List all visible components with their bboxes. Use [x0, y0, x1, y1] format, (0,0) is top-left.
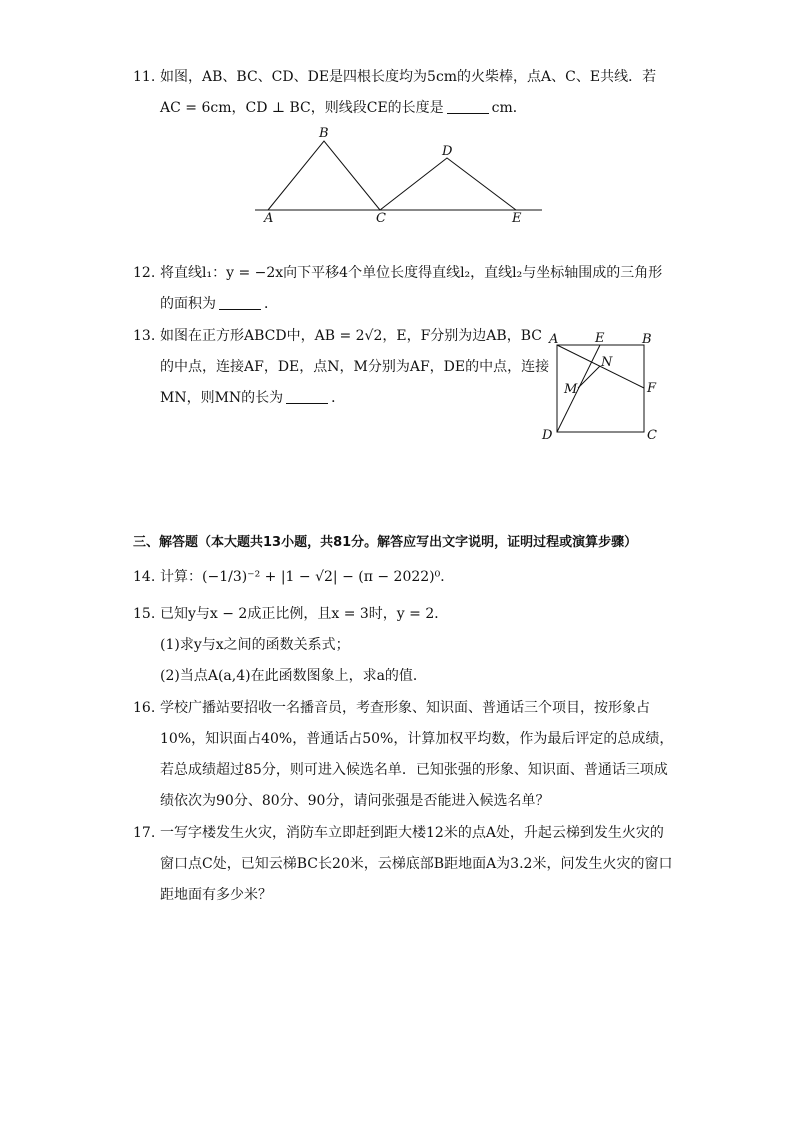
- question-text: 如图在正方形ABCD中，AB = 2√2，E，F分别为边AB，BC: [160, 328, 542, 344]
- question-16: [133, 693, 673, 817]
- question-part-1: (1)求y与x之间的函数关系式；: [160, 637, 350, 653]
- question-number: 15.: [133, 606, 156, 622]
- label-m: M: [564, 382, 578, 397]
- question-text: 学校广播站要招收一名播音员，考查形象、知识面、普通话三个项目，按形象占: [160, 700, 650, 716]
- question-number: 16.: [133, 700, 156, 716]
- label-d: D: [442, 144, 453, 159]
- label-d: D: [542, 428, 553, 443]
- question-text-line3: MN，则MN的长为 ．: [160, 390, 346, 406]
- q13-figure: [538, 326, 668, 446]
- question-text: 一写字楼发生火灾，消防车立即赶到距大楼12米的点A处，升起云梯到发生火灾的: [160, 825, 664, 841]
- question-number: 14.: [133, 569, 156, 585]
- question-text-line2: 的中点，连接AF，DE，点N，M分别为AF，DE的中点，连接: [160, 359, 550, 375]
- question-text-line2: 的面积为 ．: [160, 296, 278, 312]
- question-text-line4: 绩依次为90分、80分、90分，请问张强是否能进入候选名单？: [160, 793, 550, 809]
- label-a: A: [264, 211, 274, 226]
- question-text: 将直线l₁：y = −2x向下平移4个单位长度得直线l₂，直线l₂与坐标轴围成的三角形: [160, 265, 663, 281]
- label-b: B: [642, 332, 652, 347]
- label-n: N: [601, 355, 613, 370]
- label-a: A: [549, 332, 559, 347]
- q11-figure: [250, 125, 550, 230]
- answer-blank[interactable]: [219, 295, 261, 310]
- question-text-line2: 窗口点C处，已知云梯BC长20米，云梯底部B距地面A为3.2米，问发生火灾的窗口: [160, 856, 673, 872]
- section-heading: 三、解答题（本大题共13小题，共81分。解答应写出文字说明，证明过程或演算步骤）: [133, 535, 638, 550]
- answer-blank[interactable]: [447, 99, 489, 114]
- label-e: E: [595, 331, 605, 346]
- question-text-line3: 距地面有多少米？: [160, 887, 272, 903]
- question-number: 11.: [133, 69, 156, 85]
- question-text: 如图，AB、BC、CD、DE是四根长度均为5cm的火柴棒，点A、C、E共线．若: [160, 69, 657, 85]
- question-text-line2: 10%，知识面占40%，普通话占50%，计算加权平均数，作为最后评定的总成绩，: [160, 731, 674, 747]
- label-f: F: [647, 381, 657, 396]
- label-c: C: [647, 428, 657, 443]
- label-b: B: [319, 126, 329, 141]
- question-14: [133, 562, 673, 593]
- question-15: [133, 599, 673, 692]
- question-text-line2: AC = 6cm，CD ⊥ BC，则线段CE的长度是 cm．: [160, 100, 527, 116]
- question-number: 13.: [133, 328, 156, 344]
- question-number: 17.: [133, 825, 156, 841]
- question-17: [133, 818, 673, 911]
- question-text: 计算：(−1/3)⁻² + |1 − √2| − (π − 2022)⁰．: [160, 569, 455, 585]
- label-e: E: [512, 211, 522, 226]
- question-text-line3: 若总成绩超过85分，则可进入候选名单．已知张强的形象、知识面、普通话三项成: [160, 762, 668, 778]
- question-text: 已知y与x − 2成正比例，且x = 3时，y = 2．: [160, 606, 449, 622]
- question-part-2: (2)当点A(a,4)在此函数图象上，求a的值．: [160, 668, 427, 684]
- label-c: C: [376, 211, 386, 226]
- answer-blank[interactable]: [286, 389, 328, 404]
- question-12: [133, 258, 673, 320]
- question-11: [133, 62, 673, 124]
- question-number: 12.: [133, 265, 156, 281]
